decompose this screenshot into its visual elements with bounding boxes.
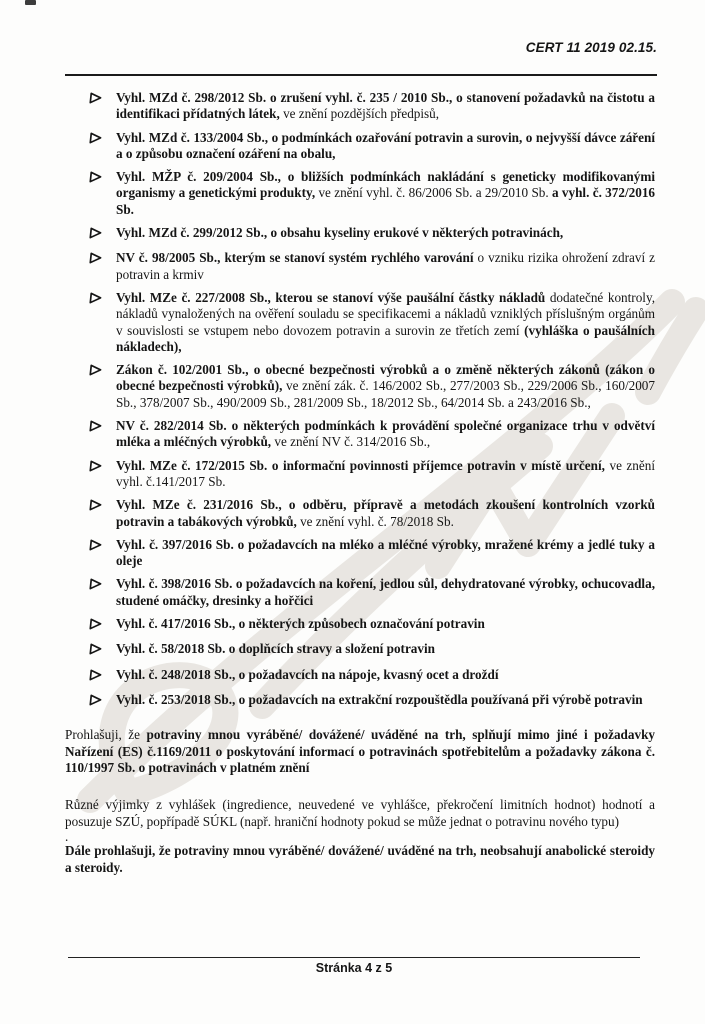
bold-text-run: potraviny mnou vyráběné/ dovážené/ uváděné na trh, splňují mimo jiné i požadavky Nařízení (ES) č.1169/2011 o poskytování informací o potravinách spotřebitelům a požadavky zákona č. 110/1997 Sb. o potravinách v platném znění <box>65 727 655 776</box>
regulation-item <box>89 250 655 283</box>
regulation-item <box>89 225 655 243</box>
bold-text-run: Vyhl. č. 248/2018 Sb., o požadavcích na nápoje, kvasný ocet a droždí <box>116 666 499 682</box>
bold-text-run: Vyhl. č. 58/2018 Sb. o doplňcích stravy a složení potravin <box>116 641 435 657</box>
regulation-item-text <box>116 537 655 570</box>
regular-text-run: ve znění pozdějších předpisů, <box>283 106 440 122</box>
right-arrowhead-icon <box>89 641 103 659</box>
declaration-paragraph <box>65 843 655 876</box>
regulation-item-text <box>116 458 655 491</box>
regulation-item <box>89 692 655 710</box>
regulation-item-text <box>116 225 655 243</box>
bold-text-run: Vyhl. MŽP č. 209/2004 Sb., o bližších podmínkách nakládání s geneticky modifikovanými organismy a genetickými produkty, <box>116 169 655 201</box>
regulation-item-text <box>116 362 655 411</box>
regular-text-run: dodatečné kontroly, nákladů vynaložených na ověření souladu se specifikacemi a nákladů vzniklých příslušným orgánům v souvislosti se vstupem nebo dovozem potravin a surovin ze třetích zemí <box>116 289 655 338</box>
regulation-item <box>89 667 655 685</box>
bold-text-run: NV č. 98/2005 Sb., kterým se stanoví systém rychlého varování <box>116 250 478 266</box>
regulation-item <box>89 362 655 411</box>
regulation-item-text <box>116 641 655 659</box>
regulation-item-text <box>116 130 655 163</box>
regulation-item <box>89 90 655 123</box>
regular-text-run: ve znění vyhl. č. 78/2018 Sb. <box>300 513 454 529</box>
bold-text-run: Vyhl. MZe č. 227/2008 Sb., kterou se stanoví výše paušální částky nákladů <box>116 289 550 305</box>
regulation-list <box>65 90 657 710</box>
right-arrowhead-icon <box>89 362 103 411</box>
right-arrowhead-icon <box>89 692 103 710</box>
right-arrowhead-icon <box>89 537 103 570</box>
bold-text-run: Vyhl. MZd č. 299/2012 Sb., o obsahu kyseliny erukové v některých potravinách, <box>116 225 564 241</box>
regulation-item <box>89 537 655 570</box>
right-arrowhead-icon <box>89 169 103 218</box>
regulation-item <box>89 576 655 609</box>
regulation-item <box>89 290 655 355</box>
regulation-item-text <box>116 576 655 609</box>
right-arrowhead-icon <box>89 225 103 243</box>
declaration-paragraph <box>65 830 655 843</box>
right-arrowhead-icon <box>89 250 103 283</box>
regular-text-run: ve znění zák. č. 146/2002 Sb., 277/2003 Sb., 229/2006 Sb., 160/2007 Sb., 378/2007 Sb., 490/2009 Sb., 281/2009 Sb., 18/2012 Sb., 64/2014 Sb. a 243/2016 Sb., <box>116 378 655 410</box>
bold-text-run: Dále prohlašuji, že potraviny mnou vyráběné/ dovážené/ uváděné na trh, neobsahují anabolické steroidy a steroidy. <box>65 843 655 875</box>
bold-text-run: Vyhl. č. 253/2018 Sb., o požadavcích na extrakční rozpouštědla používaná při výrobě potravin <box>116 691 643 707</box>
right-arrowhead-icon <box>89 667 103 685</box>
bold-text-run: Vyhl. MZe č. 172/2015 Sb. o informační povinnosti příjemce potravin v místě určení, <box>116 457 610 473</box>
right-arrowhead-icon <box>89 497 103 530</box>
document-code: CERT 11 2019 02.15. <box>525 40 657 55</box>
document-content <box>65 0 657 876</box>
declaration-paragraph <box>65 797 655 830</box>
regular-text-run: ve znění NV č. 314/2016 Sb., <box>274 434 431 450</box>
declarations <box>65 727 657 876</box>
regular-text-run: ve znění vyhl. č. 86/2006 Sb. a 29/2010 Sb. <box>318 185 552 201</box>
regulation-item-text <box>116 169 655 218</box>
bold-text-run: Vyhl. MZd č. 298/2012 Sb. o zrušení vyhl. č. 235 / 2010 Sb., o stanovení požadavků na čistotu a identifikaci přídatných látek, <box>116 90 655 122</box>
right-arrowhead-icon <box>89 616 103 634</box>
regulation-item <box>89 616 655 634</box>
header-rule <box>65 74 657 76</box>
bold-text-run: Vyhl. MZd č. 133/2004 Sb., o podmínkách ozařování potravin a surovin, o nejvyšší dávce záření a o způsobu označení ozáření na obalu, <box>116 129 655 161</box>
regular-text-run: Prohlašuji, že <box>65 727 147 743</box>
regulation-item <box>89 130 655 163</box>
bold-text-run: Zákon č. 102/2001 Sb., o obecné bezpečnosti výrobků a o změně některých zákonů (zákon o obecné bezpečnosti výrobků), <box>116 362 655 394</box>
regular-text-run: . <box>65 829 69 845</box>
bold-text-run: NV č. 282/2014 Sb. o některých podmínkách k provádění společné organizace trhu v odvětví mléka a mléčných výrobků, <box>116 418 655 450</box>
regulation-item-text <box>116 290 655 355</box>
bold-text-run: a vyhl. č. 372/2016 Sb. <box>116 185 656 217</box>
right-arrowhead-icon <box>89 90 103 123</box>
bold-text-run: (vyhláška o paušálních nákladech), <box>116 322 655 354</box>
regulation-item <box>89 418 655 451</box>
page-footer <box>68 957 640 975</box>
bold-text-run: Vyhl. č. 397/2016 Sb. o požadavcích na mléko a mléčné výrobky, mražené krémy a jedlé tuky a oleje <box>116 536 655 569</box>
right-arrowhead-icon <box>89 576 103 609</box>
page-number: Stránka 4 z 5 <box>315 961 393 975</box>
regulation-item <box>89 458 655 491</box>
regulation-item <box>89 641 655 659</box>
regulation-item-text <box>116 692 655 710</box>
right-arrowhead-icon <box>89 418 103 451</box>
regulation-item-text <box>116 616 655 634</box>
bold-text-run: Vyhl. č. 398/2016 Sb. o požadavcích na koření, jedlou sůl, dehydratované výrobky, ochucovadla, studené omáčky, dresinky a hořčici <box>116 576 655 608</box>
regulation-item-text <box>116 497 655 530</box>
regulation-item-text <box>116 667 655 685</box>
regulation-item <box>89 497 655 530</box>
regulation-item-text <box>116 418 655 451</box>
regulation-item <box>89 169 655 218</box>
scan-artifact <box>25 0 36 5</box>
bold-text-run: Vyhl. č. 417/2016 Sb., o některých způsobech označování potravin <box>116 616 485 632</box>
regular-text-run: ve znění vyhl. č.141/2017 Sb. <box>116 457 655 489</box>
right-arrowhead-icon <box>89 130 103 163</box>
right-arrowhead-icon <box>89 458 103 491</box>
footer-rule <box>68 957 640 958</box>
right-arrowhead-icon <box>89 290 103 355</box>
regulation-item-text <box>116 90 655 123</box>
bold-text-run: Vyhl. MZe č. 231/2016 Sb., o odběru, přípravě a metodách zkoušení kontrolních vzorků potravin a tabákových výrobků, <box>116 497 655 529</box>
declaration-paragraph <box>65 727 655 777</box>
regular-text-run: Různé výjimky z vyhlášek (ingredience, neuvedené ve vyhlášce, překročení limitních hodnot) hodnotí a posuzuje SZÚ, popřípadě SÚKL (např. hraniční hodnoty pokud se může jednat o potravinu nového typu) <box>65 796 655 829</box>
regular-text-run: o vzniku rizika ohrožení zdraví z potravin a krmiv <box>116 250 655 282</box>
regulation-item-text <box>116 250 655 283</box>
